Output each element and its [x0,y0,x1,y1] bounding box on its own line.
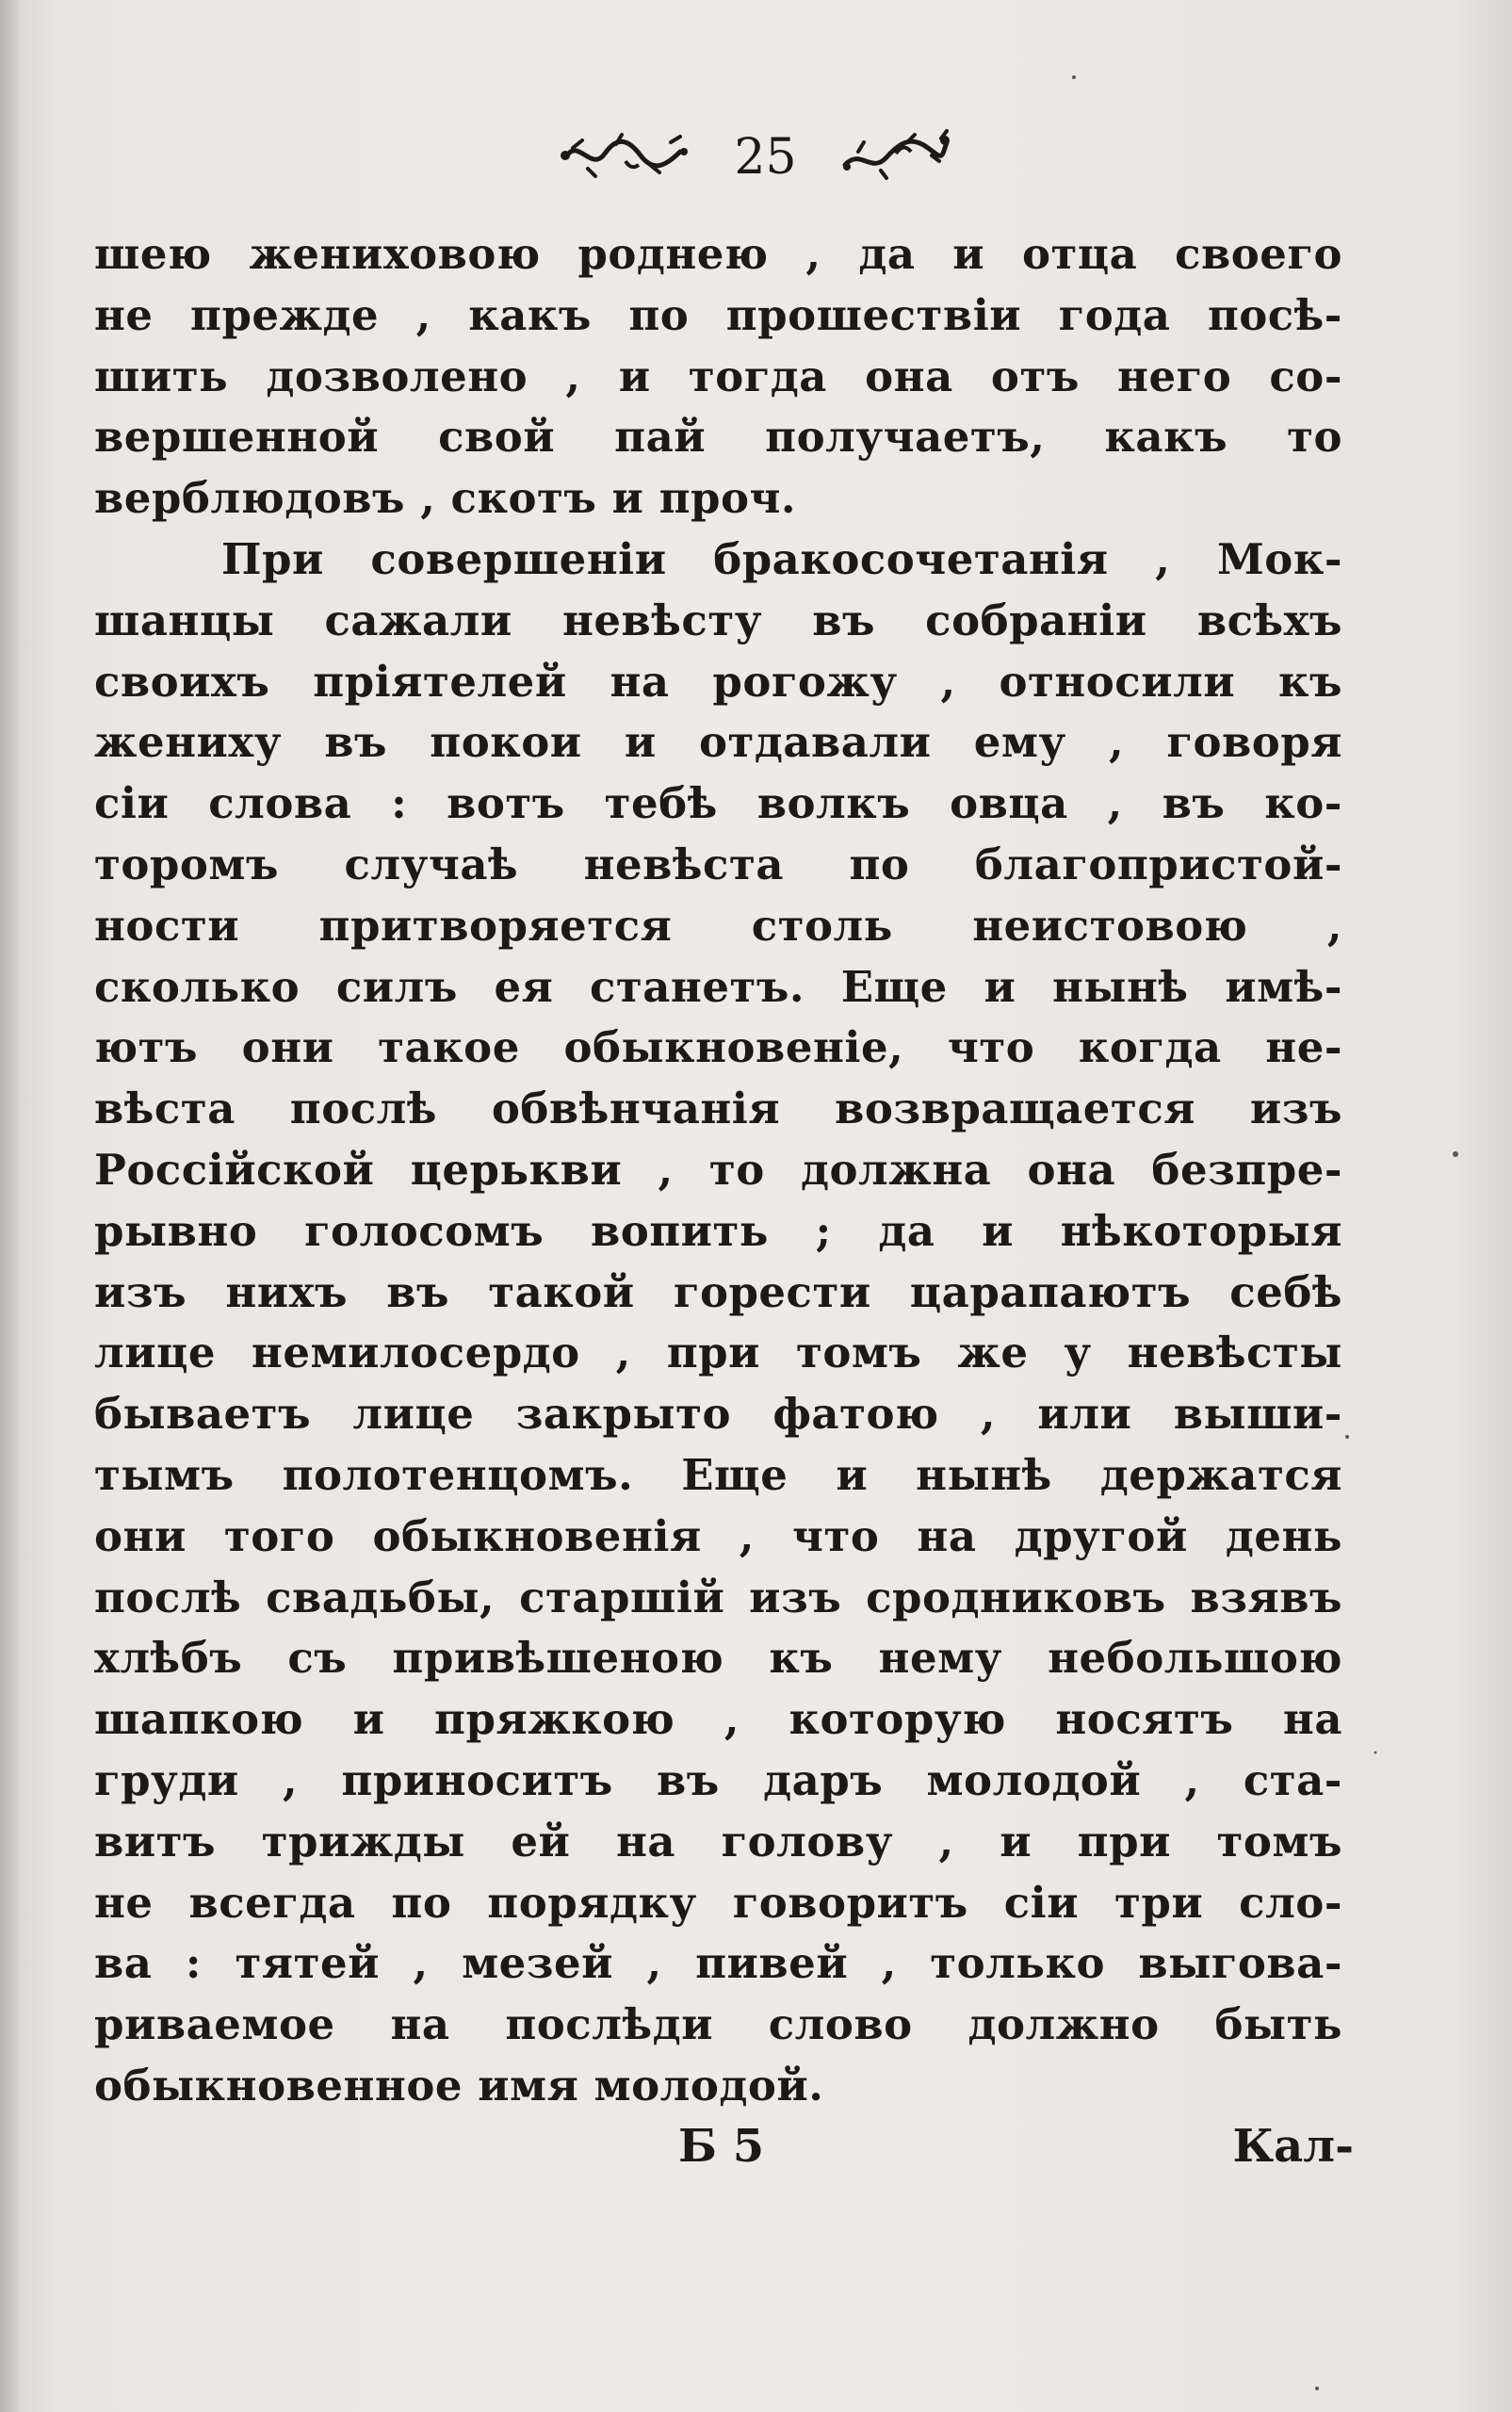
text-line: сколько силъ ея станетъ. Еще и нынѣ имѣ- [94,961,1342,1012]
text-line: хлѣбъ съ привѣшеною къ нему небольшою [94,1633,1342,1684]
text-line: шанцы сажали невѣсту въ собраніи всѣхъ [94,595,1342,645]
text-line: тымъ полотенцомъ. Еще и нынѣ держатся [94,1449,1342,1500]
text-line: вершенной свой пай получаетъ, какъ то [94,412,1342,463]
text-line: своихъ пріятелей на рогожу , относили къ [94,656,1342,707]
text-line: послѣ свадьбы, старшій изъ сродниковъ взявъ [94,1572,1342,1622]
text-line: шапкою и пряжкою , которую носятъ на [94,1694,1342,1745]
text-line: рывно голосомъ вопить ; да и нѣкоторыя [94,1205,1342,1256]
text-line: груди , приноситъ въ даръ молодой , ста- [94,1754,1342,1805]
text-line: вѣста послѣ обвѣнчанія возвращается изъ [94,1084,1342,1134]
text-line: сіи слова : вотъ тебѣ волкъ овца , въ ко- [94,778,1342,829]
text-line: не прежде , какъ по прошествіи года посѣ- [94,289,1342,340]
text-line: торомъ случаѣ невѣста по благопристой- [94,839,1342,889]
text-line: обыкновенное имя молодой. [94,2060,824,2110]
text-line: бываетъ лице закрыто фатою , или выши- [94,1389,1342,1440]
text-line: ва : тятей , мезей , пивей , только выгова- [94,1938,1342,1989]
text-line: верблюдовъ , скотъ и проч. [94,473,797,524]
text-line: они того обыкновенія , что на другой день [94,1510,1342,1561]
text-line: изъ нихъ въ такой горести царапаютъ себѣ [94,1266,1342,1317]
text-line: лице немилосердо , при томъ же у невѣсты [94,1328,1342,1378]
text-line: жениху въ покои и отдавали ему , говоря [94,717,1342,768]
signature-mark: Б 5 [678,2120,765,2173]
text-line: шить дозволено , и тогда она отъ него со- [94,350,1342,401]
catchword: Кал- [1232,2120,1354,2173]
text-line: ютъ они такое обыкновеніе, что когда не- [94,1022,1342,1073]
text-line: риваемое на послѣди слово должно быть [94,1999,1342,2050]
text-line: шею жениховою роднею , да и отца своего [94,229,1342,279]
text-line: витъ трижды ей на голову , и при томъ [94,1816,1342,1866]
page-number: 25 [734,129,797,186]
text-line: не всегда по порядку говоритъ сіи три сло- [94,1877,1342,1928]
text-line: Россійской церькви , то должна она безпре- [94,1144,1342,1195]
text-line: При совершеніи бракосочетанія , Мок- [221,533,1342,584]
text-line: ности притворяется столь неистовою , [94,900,1342,951]
